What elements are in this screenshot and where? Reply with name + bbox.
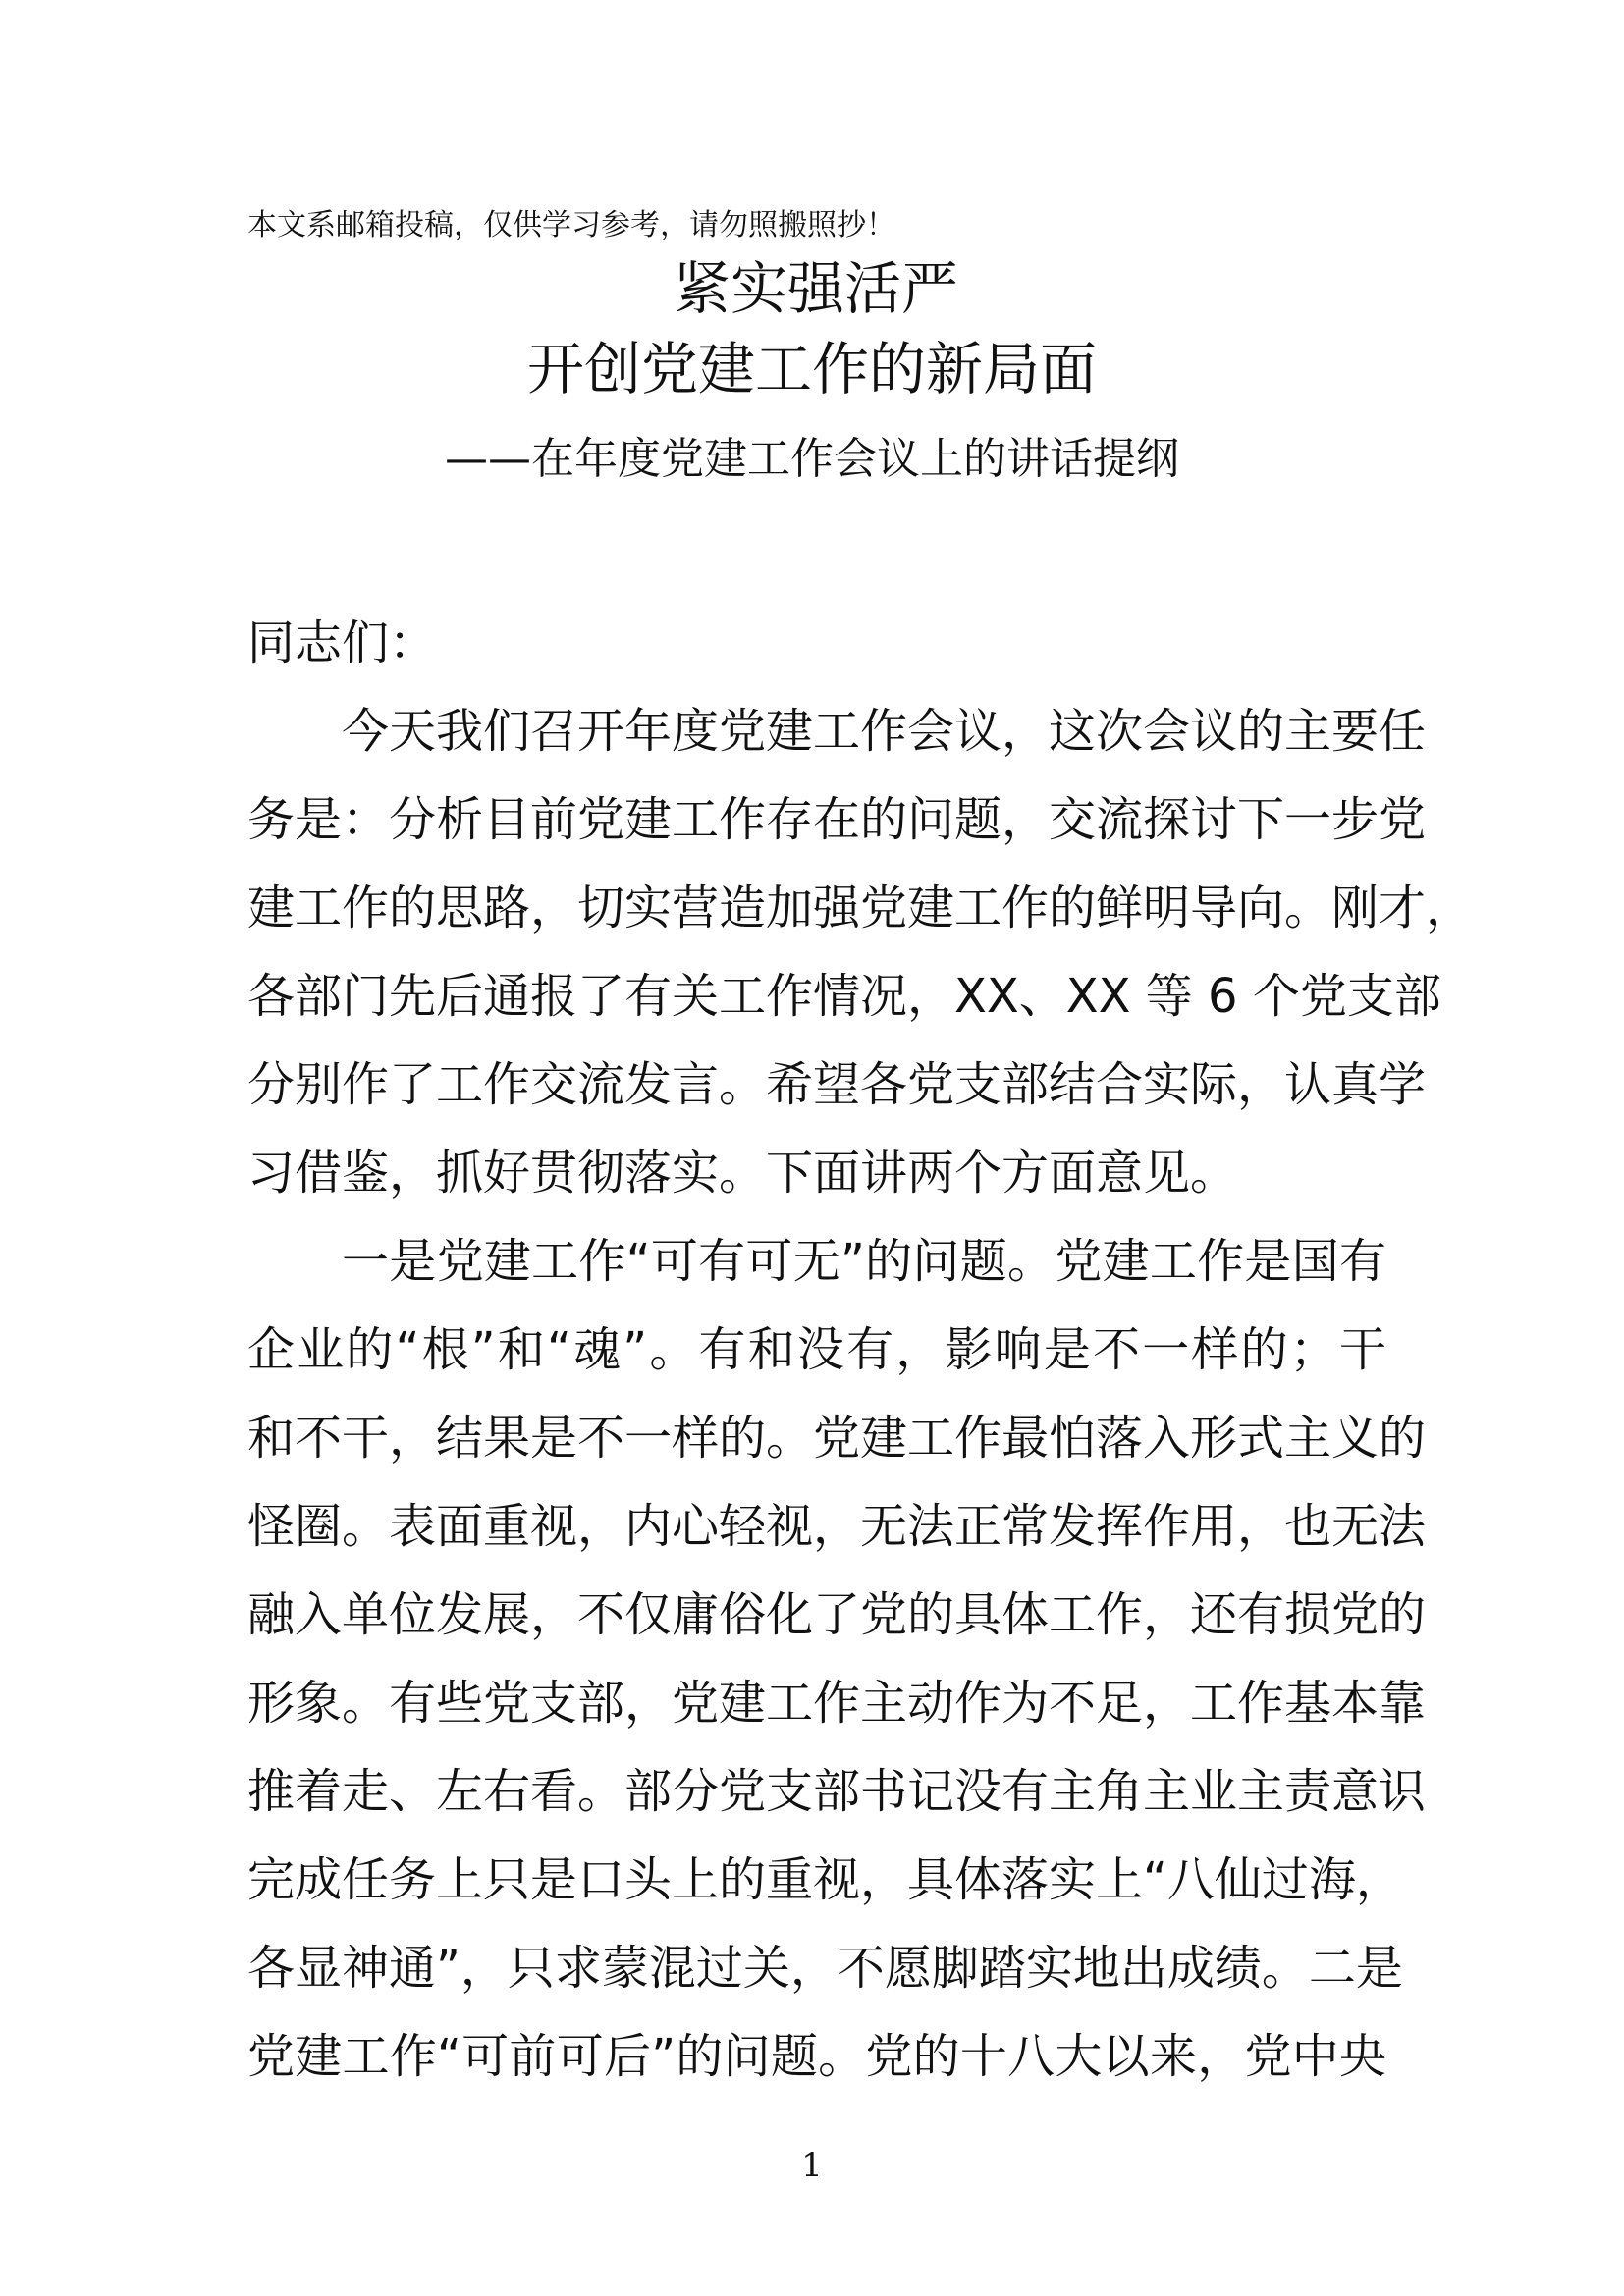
paragraph-line: 完成任务上只是口头上的重视，具体落实上“八仙过海， (247, 1852, 1403, 1907)
paragraph-line: 形象。有些党支部，党建工作主动作为不足，工作基本靠 (247, 1676, 1427, 1731)
paragraph-line: 建工作的思路，切实营造加强党建工作的鲜明导向。刚才， (247, 881, 1474, 935)
paragraph-line: 一是党建工作“可有可无”的问题。党建工作是国有 (342, 1234, 1386, 1289)
paragraph-line: 务是：分析目前党建工作存在的问题，交流探讨下一步党 (247, 792, 1427, 847)
greeting: 同志们： (247, 615, 437, 670)
paragraph-line: 怪圈。表面重视，内心轻视，无法正常发挥作用，也无法 (247, 1499, 1427, 1554)
paragraph-line: 党建工作“可前可后”的问题。党的十八大以来，党中央 (247, 2029, 1386, 2084)
paragraph-line: 分别作了工作交流发言。希望各党支部结合实际，认真学 (247, 1057, 1427, 1112)
page-number: 1 (801, 2146, 823, 2185)
paragraph-line: 各显神通”，只求蒙混过关，不愿脚踏实地出成绩。二是 (247, 1941, 1403, 1996)
title-line-1: 紧实强活严 (673, 255, 958, 322)
paragraph-line: 习借鉴，抓好贯彻落实。下面讲两个方面意见。 (247, 1146, 1238, 1201)
submission-notice: 本文系邮箱投稿，仅供学习参考，请勿照搬照抄！ (247, 208, 895, 242)
paragraph-line: 融入单位发展，不仅庸俗化了党的具体工作，还有损党的 (247, 1587, 1427, 1642)
paragraph-line: 和不干，结果是不一样的。党建工作最怕落入形式主义的 (247, 1411, 1427, 1466)
subtitle: ——在年度党建工作会议上的讲话提纲 (445, 434, 1179, 484)
body-text (247, 599, 1474, 2101)
paragraph-line: 各部门先后通报了有关工作情况，XX、XX 等 6 个党支部 (247, 969, 1441, 1024)
title-line-2: 开创党建工作的新局面 (526, 336, 1097, 402)
paragraph-line: 今天我们召开年度党建工作会议，这次会议的主要任 (342, 704, 1427, 759)
paragraph-line: 推着走、左右看。部分党支部书记没有主角主业主责意识 (247, 1764, 1427, 1819)
paragraph-line: 企业的“根”和“魂”。有和没有，影响是不一样的；干 (247, 1322, 1386, 1377)
